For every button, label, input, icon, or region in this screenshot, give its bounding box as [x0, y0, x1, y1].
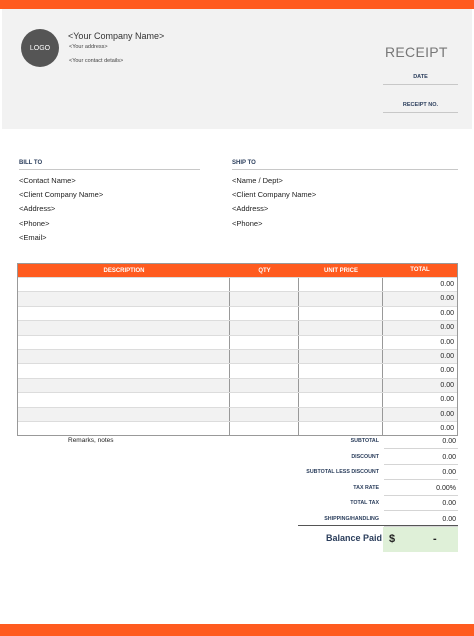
- line-items-table: [17, 263, 458, 436]
- balance-paid-label: Balance Paid: [326, 533, 383, 543]
- cell-description[interactable]: [18, 393, 230, 406]
- cell-total: 0.00: [440, 295, 454, 303]
- summary-value: 0.00: [384, 497, 458, 511]
- cell-qty[interactable]: [230, 393, 299, 406]
- cell-qty[interactable]: [230, 307, 299, 320]
- header-description: DESCRIPTION: [103, 267, 145, 274]
- cell-description[interactable]: [18, 364, 230, 377]
- table-row[interactable]: [18, 378, 457, 392]
- table-row[interactable]: [18, 363, 457, 377]
- company-logo: LOGO: [21, 29, 59, 67]
- cell-qty[interactable]: [230, 336, 299, 349]
- table-row[interactable]: [18, 291, 457, 305]
- table-row[interactable]: [18, 407, 457, 421]
- cell-description[interactable]: [18, 336, 230, 349]
- ship-to-company: <Client Company Name>: [232, 190, 317, 199]
- cell-total: 0.00: [440, 352, 454, 360]
- top-accent-bar: [0, 0, 474, 9]
- summary-value[interactable]: 0.00: [384, 513, 458, 527]
- cell-description[interactable]: [18, 321, 230, 334]
- header-total: TOTAL: [410, 267, 430, 273]
- table-header: [18, 264, 457, 277]
- summary-tax-rate: [298, 482, 458, 498]
- cell-qty[interactable]: [230, 408, 299, 421]
- cell-unit-price[interactable]: [299, 292, 383, 305]
- cell-unit-price[interactable]: [299, 336, 383, 349]
- cell-total: 0.00: [440, 367, 454, 375]
- cell-description[interactable]: [18, 350, 230, 363]
- cell-qty[interactable]: [230, 321, 299, 334]
- cell-description[interactable]: [18, 379, 230, 392]
- cell-unit-price[interactable]: [299, 422, 383, 435]
- cell-total: 0.00: [440, 281, 454, 288]
- cell-unit-price[interactable]: [299, 364, 383, 377]
- bottom-accent-bar: [0, 624, 474, 636]
- cell-total: 0.00: [440, 424, 454, 432]
- table-row[interactable]: [18, 349, 457, 363]
- ship-to-name: <Name / Dept>: [232, 176, 283, 185]
- table-row[interactable]: [18, 421, 457, 435]
- summary-label: TAX RATE: [353, 485, 379, 491]
- cell-qty[interactable]: [230, 379, 299, 392]
- bill-to-address: <Address>: [19, 204, 56, 213]
- cell-total: 0.00: [440, 410, 454, 418]
- cell-total: 0.00: [440, 396, 454, 404]
- summary-label: SUBTOTAL: [350, 438, 379, 444]
- cell-qty[interactable]: [230, 292, 299, 305]
- summary-subtotal: [298, 435, 458, 451]
- cell-qty[interactable]: [230, 364, 299, 377]
- company-address: <Your address>: [69, 44, 108, 50]
- summary-value[interactable]: 0.00: [384, 451, 458, 465]
- summary-label: SHIPPING/HANDLING: [324, 516, 379, 522]
- cell-unit-price[interactable]: [299, 278, 383, 291]
- cell-unit-price[interactable]: [299, 350, 383, 363]
- ship-to-address: <Address>: [232, 204, 269, 213]
- cell-qty[interactable]: [230, 350, 299, 363]
- table-body: [18, 277, 457, 435]
- bill-to-company: <Client Company Name>: [19, 190, 104, 199]
- bill-to-contact-name: <Contact Name>: [19, 176, 76, 185]
- cell-unit-price[interactable]: [299, 379, 383, 392]
- cell-unit-price[interactable]: [299, 321, 383, 334]
- cell-unit-price[interactable]: [299, 393, 383, 406]
- cell-total: 0.00: [440, 381, 454, 389]
- cell-unit-price[interactable]: [299, 307, 383, 320]
- summary-subtotal-less-discount: [298, 466, 458, 482]
- bill-to-email: <Email>: [19, 233, 47, 242]
- table-row[interactable]: [18, 335, 457, 349]
- currency-symbol: $: [389, 533, 396, 545]
- summary-value[interactable]: 0.00%: [384, 482, 458, 496]
- cell-description[interactable]: [18, 278, 230, 291]
- summary-value: 0.00: [384, 466, 458, 480]
- balance-divider: [298, 525, 458, 526]
- header-qty: QTY: [258, 267, 271, 274]
- table-row[interactable]: [18, 320, 457, 334]
- cell-description[interactable]: [18, 292, 230, 305]
- cell-qty[interactable]: [230, 422, 299, 435]
- company-name: <Your Company Name>: [68, 31, 165, 41]
- cell-description[interactable]: [18, 307, 230, 320]
- cell-description[interactable]: [18, 408, 230, 421]
- summary-label: DISCOUNT: [351, 454, 379, 460]
- cell-unit-price[interactable]: [299, 408, 383, 421]
- balance-paid-box: [383, 527, 458, 552]
- table-row[interactable]: [18, 306, 457, 320]
- summary-discount: [298, 451, 458, 467]
- cell-description[interactable]: [18, 422, 230, 435]
- header-unit-price: UNIT PRICE: [323, 267, 358, 274]
- cell-total: 0.00: [440, 324, 454, 332]
- summary-total-tax: [298, 497, 458, 513]
- bill-to-phone: <Phone>: [19, 219, 50, 228]
- date-field: DATE: [383, 74, 458, 85]
- receipt-title: RECEIPT: [385, 44, 448, 60]
- company-contact: <Your contact details>: [69, 58, 124, 64]
- summary-label: TOTAL TAX: [350, 500, 379, 506]
- remarks-notes[interactable]: Remarks, notes: [68, 437, 114, 444]
- cell-total: 0.00: [440, 338, 454, 346]
- ship-to-title: SHIP TO: [232, 160, 458, 170]
- summary-value: 0.00: [384, 435, 458, 449]
- cell-qty[interactable]: [230, 278, 299, 291]
- ship-to-phone: <Phone>: [232, 219, 263, 228]
- bill-to-title: BILL TO: [19, 160, 200, 170]
- cell-total: 0.00: [440, 309, 454, 317]
- table-row[interactable]: [18, 392, 457, 406]
- balance-paid-value: -: [433, 533, 437, 545]
- table-row[interactable]: [18, 277, 457, 291]
- receipt-number-field: RECEIPT NO.: [383, 102, 458, 113]
- summary-label: SUBTOTAL LESS DISCOUNT: [306, 469, 379, 475]
